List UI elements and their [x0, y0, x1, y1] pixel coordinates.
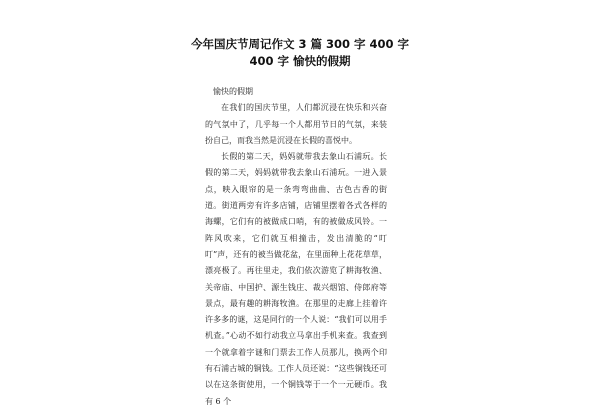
document-title: 今年国庆节周记作文 3 篇 300 字 400 字 400 字 愉快的假期: [190, 37, 410, 68]
paragraph: 长假的第二天，妈妈就带我去象山石浦玩。长假的第二天，妈妈就带我去象山石浦玩。一进入景点，映入眼帘的是一条弯弯曲曲、古色古香的街道。街道两旁有许多店铺，店铺里摆着各式各样的海螺，它们有的被做成口哨，有的被做成风铃。一阵风吹来，它们就互相撞击，发出清脆的“叮叮”声，还有的被当做花盆，在里面种上花花草草，漂亮极了。再往里走，我们依次游览了耕海牧渔、关帝庙、中国护、源生钱庄、裁兴烟馆、侍郎府等景点，最有趣的耕海牧渔。在那里的走廊上挂着许许多多的谜，这是同行的一个人说：“我们可以用手机查。”心动不如行动我立马拿出手机来查。我查到一个就拿着字谜和门票去工作人员那儿，换两个印有石浦古城的铜钱。工作人员还说：“这些铜钱还可以在这条街使用，一个铜钱等于一个一元硬币。我有 6 个: [205, 152, 387, 406]
section-heading: 愉快的假期: [213, 87, 253, 96]
paragraph: 在我们的国庆节里，人们都沉浸在快乐和兴奋的气氛中了，几乎每一个人都用节日的气氛，来装扮自己，而我当然是沉浸在长假的喜悦中。: [205, 103, 387, 145]
document-body: [205, 84, 387, 410]
